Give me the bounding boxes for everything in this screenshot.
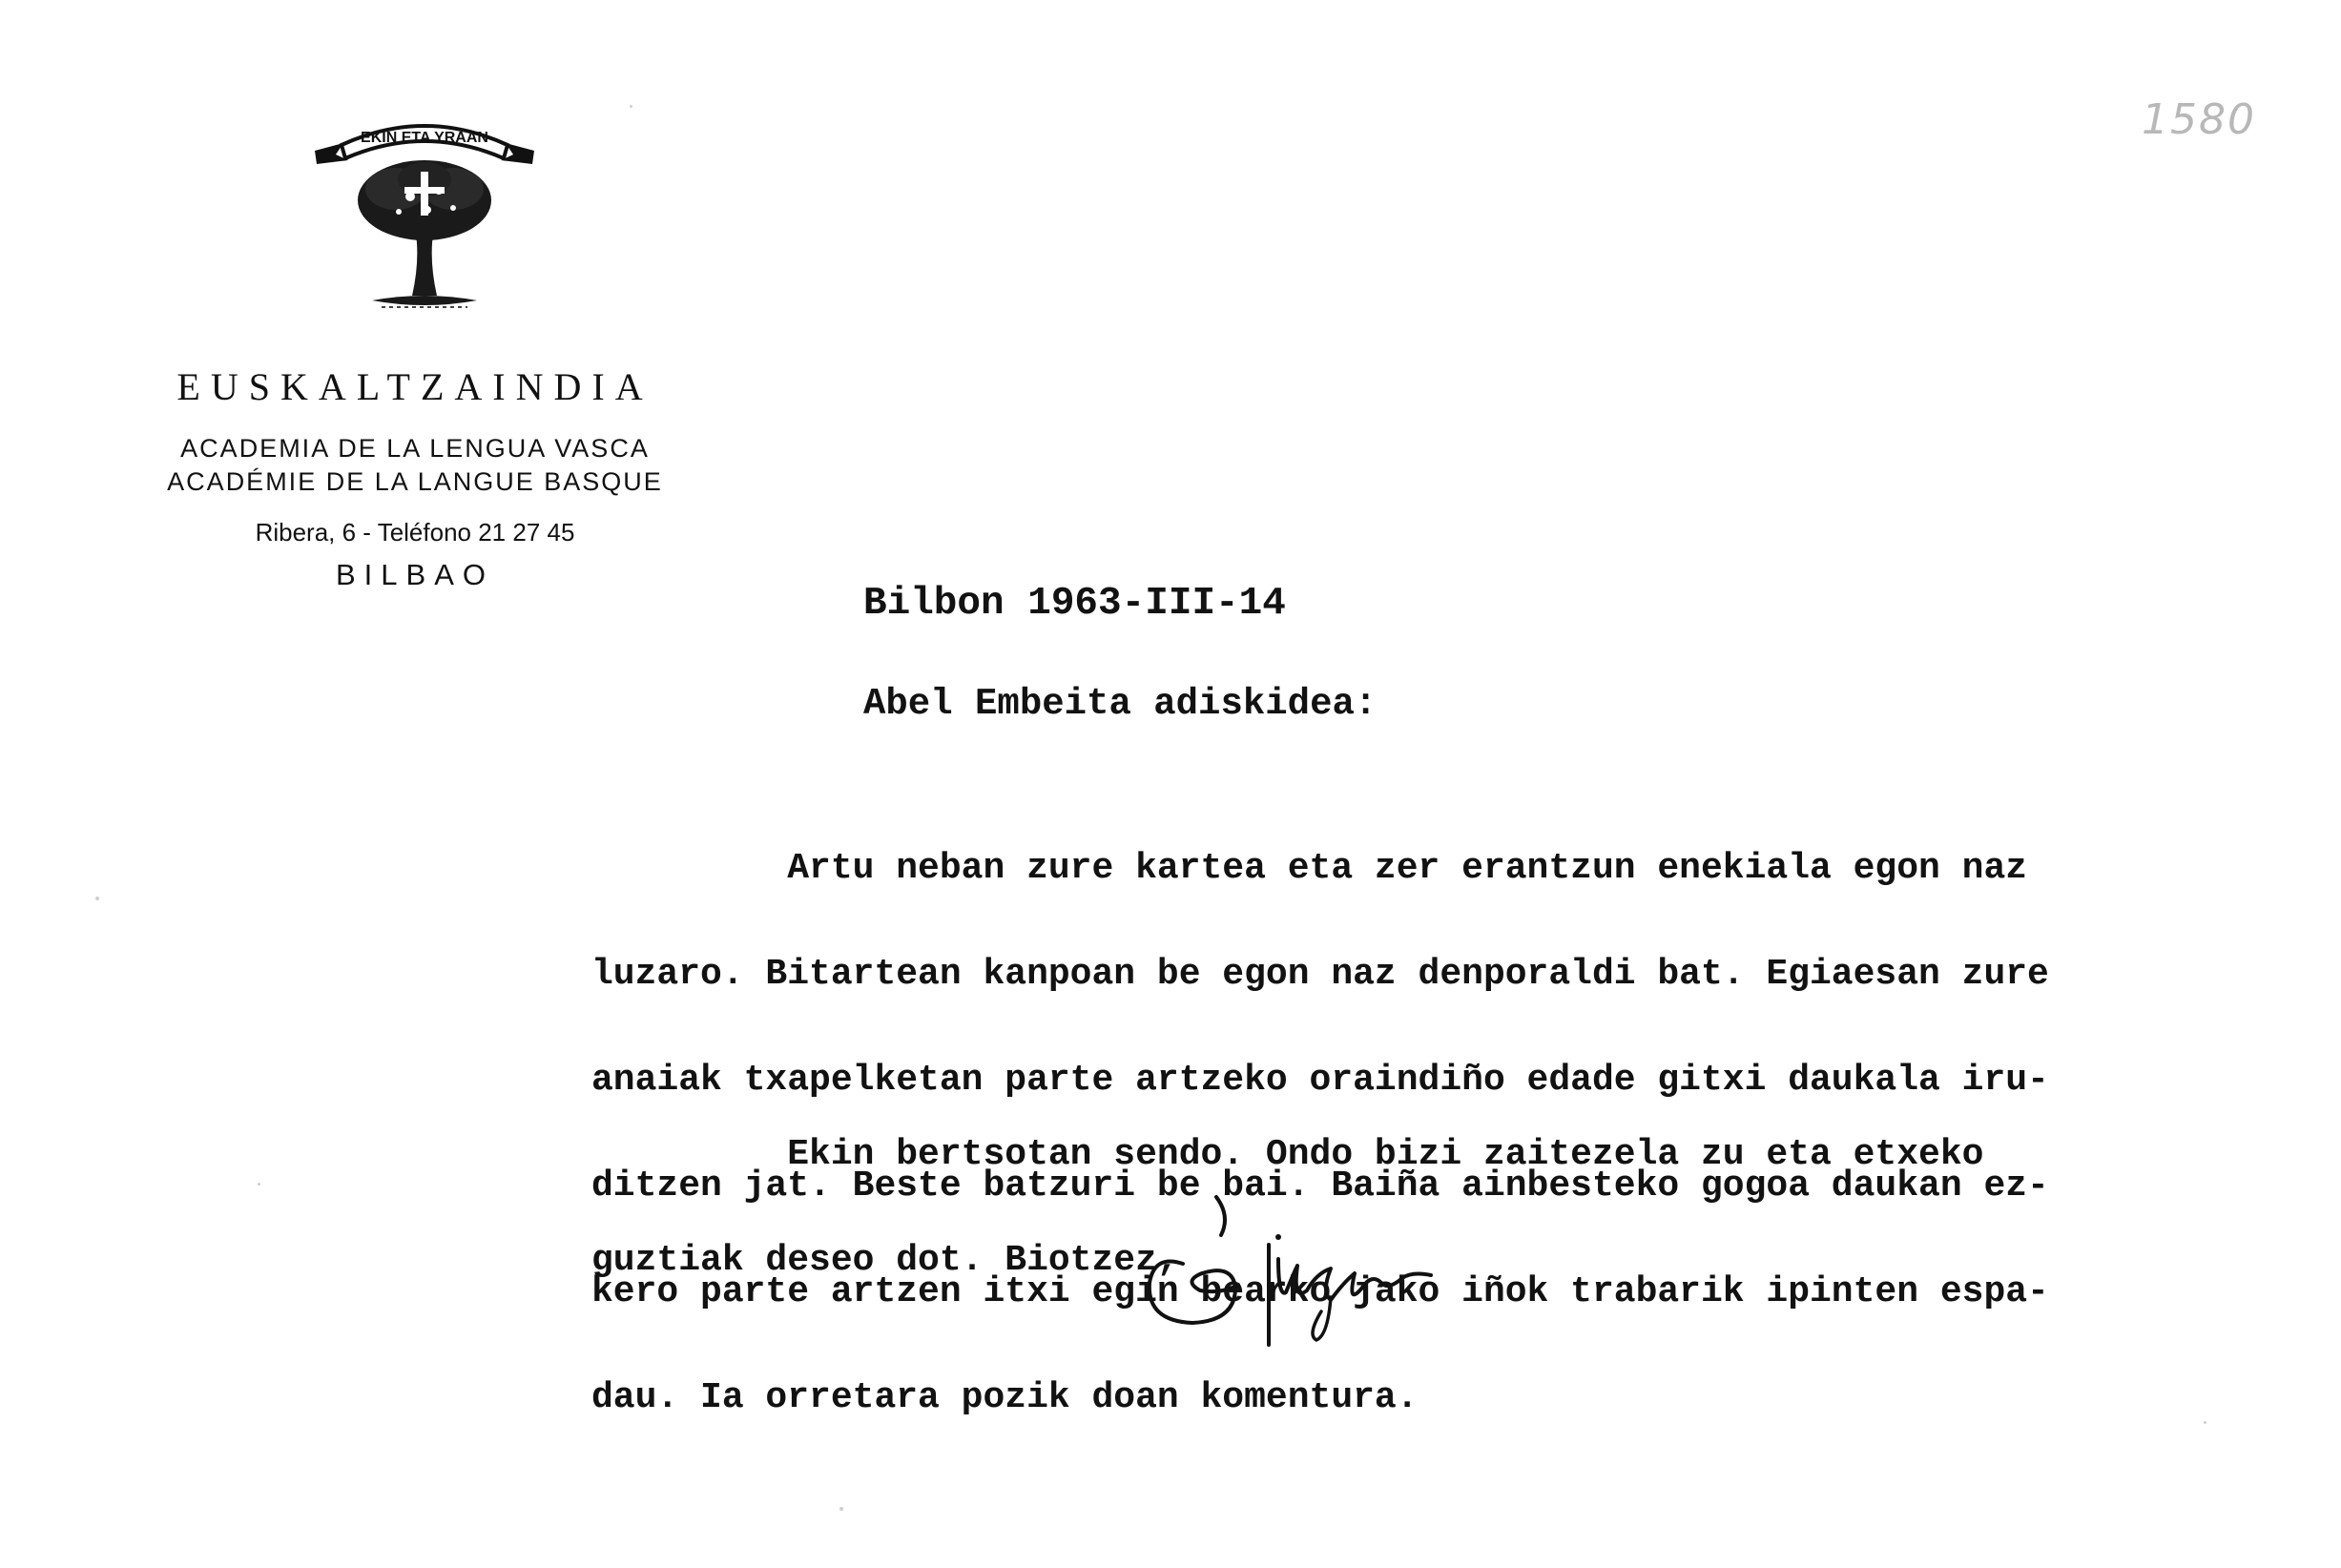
organization-name: EUSKALTZAINDIA [176, 365, 653, 408]
motto-text: EKIN ETA YRAAN [361, 130, 488, 146]
body-line: Ekin bertsotan sendo. Ondo bizi zaitezela zu eta etxeko [591, 1134, 1984, 1175]
address-phone: Ribera, 6 - Teléfono 21 27 45 [255, 518, 575, 547]
body-line: guztiak deseo dot. Biotzez, [591, 1240, 1179, 1281]
city-name: BILBAO [336, 558, 494, 591]
paper-speck [95, 897, 99, 900]
archive-number: 1580 [2142, 95, 2256, 144]
paper-speck [258, 1183, 260, 1186]
body-line: anaiak txapelketan parte artzeko oraindiño edade gitxi daukala iru- [591, 1060, 2049, 1101]
paper-speck [839, 1507, 843, 1511]
paper-speck [2204, 1421, 2206, 1424]
tree-emblem-logo [305, 105, 544, 324]
body-line: Artu neban zure kartea eta zer erantzun enekiala egon naz [591, 848, 2028, 889]
paper-speck [630, 105, 632, 108]
body-line: kero parte artzen itxi egin bearko jako iñok trabarik ipinten espa- [591, 1271, 2049, 1312]
letter-salutation: Abel Embeita adiskidea: [863, 683, 1378, 725]
body-line: ditzen jat. Beste batzuri be bai. Baiña ainbesteko gogoa daukan ez- [591, 1166, 2049, 1207]
body-line: luzaro. Bitartean kanpoan be egon naz denporaldi bat. Egiaesan zure [591, 954, 2049, 995]
subtitle-spanish: ACADEMIA DE LA LENGUA VASCA [180, 434, 650, 463]
handwritten-signature [1126, 1178, 1469, 1350]
body-line: dau. Ia orretara pozik doan komentura. [591, 1377, 1419, 1418]
letter-date: Bilbon 1963-III-14 [863, 582, 1286, 626]
subtitle-french: ACADÉMIE DE LA LANGUE BASQUE [167, 467, 663, 496]
